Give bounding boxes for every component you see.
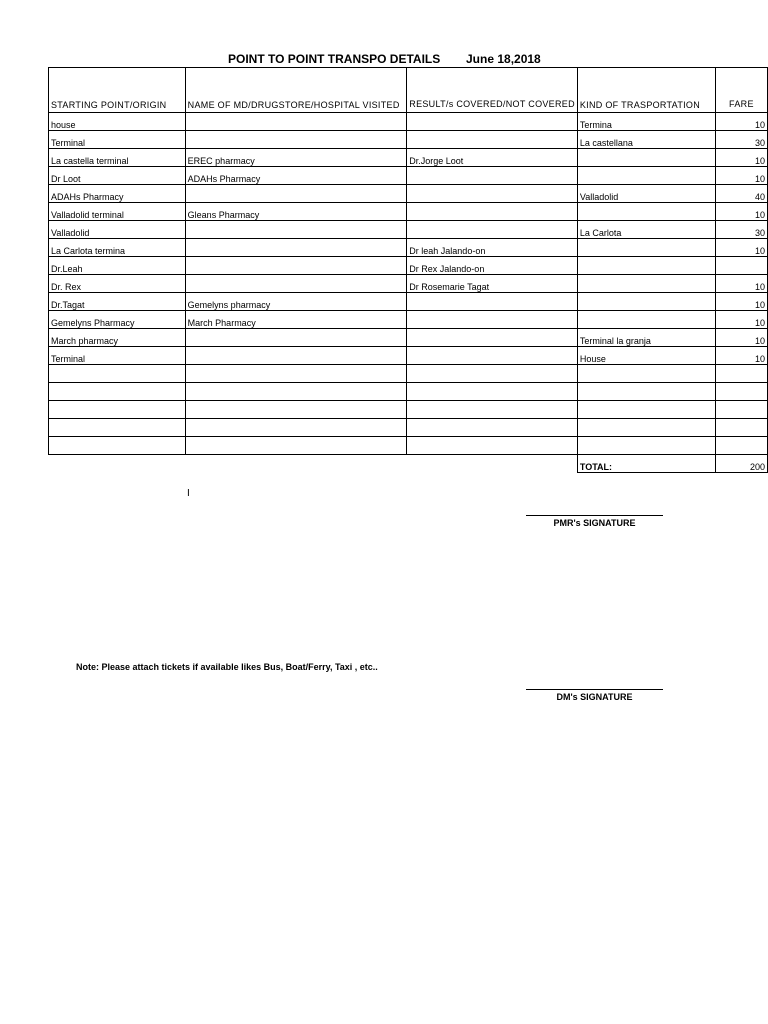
column-header-fare: FARE <box>715 68 767 113</box>
table-row <box>49 275 768 293</box>
cell-result <box>407 113 578 131</box>
table-row <box>49 203 768 221</box>
cell-visited: Gemelyns pharmacy <box>185 293 407 311</box>
cell-origin: Dr. Rex <box>49 275 186 293</box>
cell-origin: Valladolid terminal <box>49 203 186 221</box>
cell-fare: 10 <box>715 113 767 131</box>
cell-fare: 10 <box>715 293 767 311</box>
cell-origin <box>49 365 186 383</box>
table-row <box>49 365 768 383</box>
column-header-transportation: KIND OF TRASPORTATION <box>577 68 715 113</box>
table-row <box>49 383 768 401</box>
table-row <box>49 329 768 347</box>
cell-transportation <box>577 437 715 455</box>
cell-visited <box>185 275 407 293</box>
cell-visited <box>185 437 407 455</box>
cell-fare: 10 <box>715 149 767 167</box>
cell-visited <box>185 347 407 365</box>
cell-result <box>407 221 578 239</box>
cell-visited <box>185 401 407 419</box>
cell-visited <box>185 257 407 275</box>
cell-visited <box>185 419 407 437</box>
cell-result <box>407 293 578 311</box>
cell-transportation <box>577 419 715 437</box>
table-row <box>49 167 768 185</box>
cell-visited <box>185 239 407 257</box>
cell-origin: Dr.Leah <box>49 257 186 275</box>
note-text: Note: Please attach tickets if available likes Bus, Boat/Ferry, Taxi , etc.. <box>76 662 378 672</box>
table-row <box>49 185 768 203</box>
cell-fare: 10 <box>715 239 767 257</box>
table-row <box>49 311 768 329</box>
cell-result <box>407 167 578 185</box>
cell-origin: La Carlota termina <box>49 239 186 257</box>
cell-origin: Dr.Tagat <box>49 293 186 311</box>
dm-signature-line <box>526 689 663 690</box>
cell-result <box>407 185 578 203</box>
cell-origin <box>49 437 186 455</box>
cell-result <box>407 401 578 419</box>
table-row <box>49 347 768 365</box>
cell-fare <box>715 437 767 455</box>
cell-visited <box>185 113 407 131</box>
table-row <box>49 131 768 149</box>
cell-visited <box>185 365 407 383</box>
cell-origin: house <box>49 113 186 131</box>
cell-visited <box>185 329 407 347</box>
pmr-signature-line <box>526 515 663 516</box>
cell-transportation <box>577 257 715 275</box>
pmr-signature-label: PMR's SIGNATURE <box>553 518 636 528</box>
cell-result <box>407 311 578 329</box>
cell-transportation <box>577 275 715 293</box>
table-row <box>49 257 768 275</box>
cell-transportation <box>577 365 715 383</box>
cell-transportation <box>577 149 715 167</box>
cell-visited <box>185 383 407 401</box>
cell-origin: Terminal <box>49 347 186 365</box>
cell-result <box>407 203 578 221</box>
cell-transportation <box>577 401 715 419</box>
cell-visited <box>185 185 407 203</box>
cell-transportation: Terminal la granja <box>577 329 715 347</box>
cell-transportation <box>577 239 715 257</box>
cell-origin: Gemelyns Pharmacy <box>49 311 186 329</box>
column-header-visited: NAME OF MD/DRUGSTORE/HOSPITAL VISITED <box>185 68 407 113</box>
cell-origin: ADAHs Pharmacy <box>49 185 186 203</box>
cell-result <box>407 347 578 365</box>
table-row <box>49 113 768 131</box>
cell-transportation <box>577 311 715 329</box>
cell-fare: 30 <box>715 221 767 239</box>
cell-result: Dr Rex Jalando-on <box>407 257 578 275</box>
table-row <box>49 149 768 167</box>
cell-result <box>407 365 578 383</box>
cell-origin <box>49 383 186 401</box>
table-row <box>49 221 768 239</box>
total-row-spacer <box>49 455 186 473</box>
column-header-result: RESULT/s COVERED/NOT COVERED <box>407 68 578 113</box>
dm-signature-label: DM's SIGNATURE <box>556 692 633 702</box>
document-title: POINT TO POINT TRANSPO DETAILS <box>228 52 441 66</box>
cell-transportation: Valladolid <box>577 185 715 203</box>
cell-transportation: La castellana <box>577 131 715 149</box>
cell-transportation: Termina <box>577 113 715 131</box>
cell-visited: ADAHs Pharmacy <box>185 167 407 185</box>
cell-visited: March Pharmacy <box>185 311 407 329</box>
cell-visited: EREC pharmacy <box>185 149 407 167</box>
cell-result <box>407 131 578 149</box>
cell-visited: Gleans Pharmacy <box>185 203 407 221</box>
cell-transportation <box>577 383 715 401</box>
cell-origin: Terminal <box>49 131 186 149</box>
total-row-spacer <box>185 455 407 473</box>
cell-transportation: La Carlota <box>577 221 715 239</box>
table-row <box>49 401 768 419</box>
transport-table <box>48 67 768 473</box>
cell-origin: Dr Loot <box>49 167 186 185</box>
cell-result <box>407 383 578 401</box>
cell-result: Dr Rosemarie Tagat <box>407 275 578 293</box>
cell-transportation <box>577 293 715 311</box>
total-value: 200 <box>715 455 767 473</box>
cell-origin <box>49 401 186 419</box>
cell-origin: March pharmacy <box>49 329 186 347</box>
cell-origin <box>49 419 186 437</box>
table-row <box>49 293 768 311</box>
table-row <box>49 437 768 455</box>
cell-origin: La castella terminal <box>49 149 186 167</box>
table-row <box>49 419 768 437</box>
column-header-origin: STARTING POINT/ORIGIN <box>49 68 186 113</box>
cell-result <box>407 329 578 347</box>
cell-fare <box>715 257 767 275</box>
table-row <box>49 239 768 257</box>
cell-fare: 10 <box>715 203 767 221</box>
cell-fare <box>715 365 767 383</box>
cell-transportation <box>577 203 715 221</box>
cell-result <box>407 437 578 455</box>
total-label: TOTAL: <box>577 455 715 473</box>
cell-fare: 30 <box>715 131 767 149</box>
cell-result: Dr leah Jalando-on <box>407 239 578 257</box>
stray-mark: I <box>187 488 190 499</box>
cell-fare: 10 <box>715 275 767 293</box>
total-row-spacer <box>407 455 578 473</box>
cell-visited <box>185 131 407 149</box>
table-body <box>49 113 768 473</box>
cell-result: Dr.Jorge Loot <box>407 149 578 167</box>
table-header-row <box>49 68 768 113</box>
cell-fare: 40 <box>715 185 767 203</box>
cell-result <box>407 419 578 437</box>
cell-fare <box>715 401 767 419</box>
document-date: June 18,2018 <box>466 52 541 66</box>
cell-fare: 10 <box>715 347 767 365</box>
cell-fare <box>715 419 767 437</box>
cell-transportation: House <box>577 347 715 365</box>
cell-fare: 10 <box>715 167 767 185</box>
cell-fare: 10 <box>715 329 767 347</box>
cell-visited <box>185 221 407 239</box>
cell-transportation <box>577 167 715 185</box>
cell-origin: Valladolid <box>49 221 186 239</box>
cell-fare: 10 <box>715 311 767 329</box>
cell-fare <box>715 383 767 401</box>
total-row <box>49 455 768 473</box>
